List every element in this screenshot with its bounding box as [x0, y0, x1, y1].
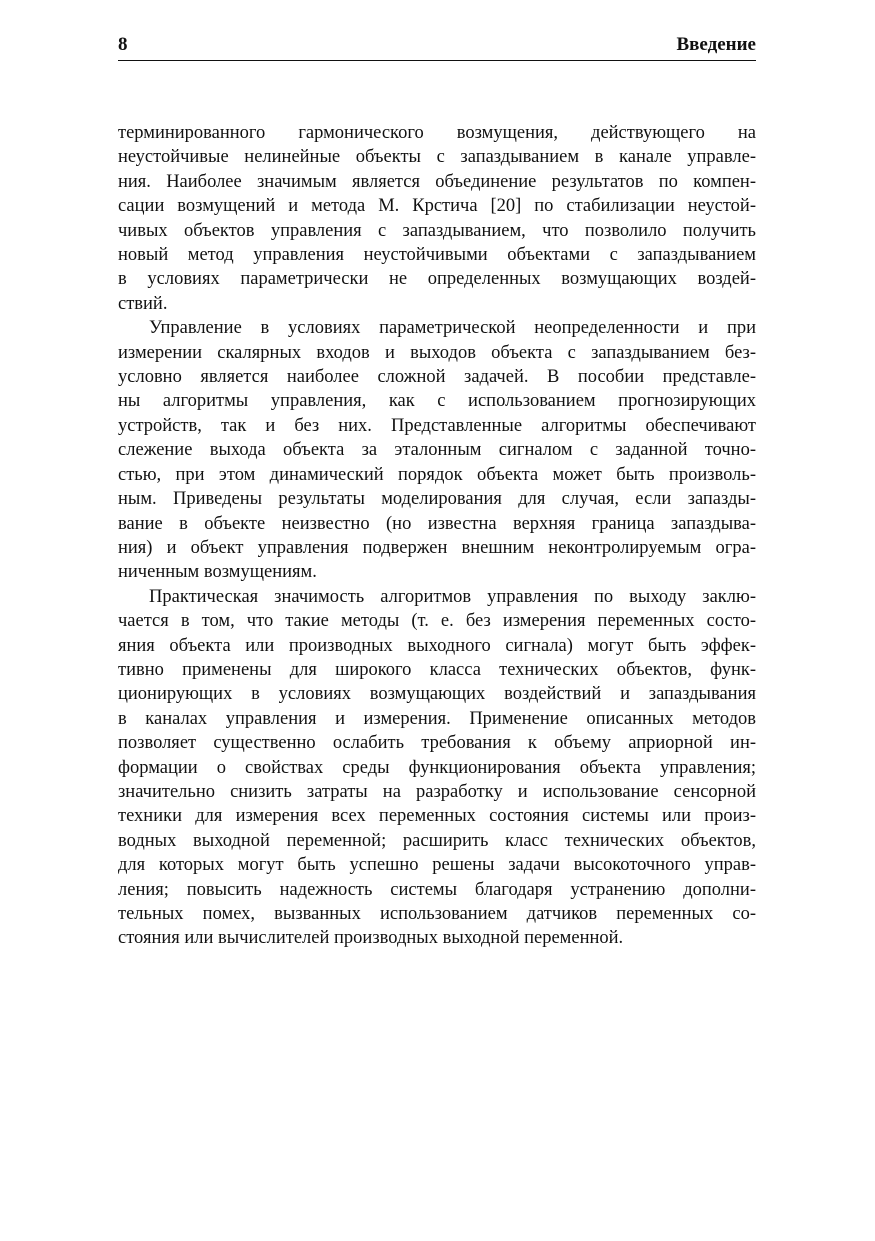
- paragraph: [118, 585, 756, 951]
- text-line: слежение выхода объекта за эталонным сигналом с заданной точно-: [118, 440, 756, 461]
- text-line: вание в объекте неизвестно (но известна верхняя граница запаздыва-: [118, 513, 756, 534]
- text-line: сации возмущений и метода М. Крстича [20] по стабилизации неустой-: [118, 196, 756, 217]
- text-line: стояния или вычислителей производных выходной переменной.: [118, 928, 624, 949]
- text-line: чается в том, что такие методы (т. е. без измерения переменных состо-: [118, 611, 756, 632]
- text-line: ления; повысить надежность системы благодаря устранению дополни-: [118, 879, 756, 900]
- text-line: неустойчивые нелинейные объекты с запаздыванием в канале управле-: [118, 147, 756, 168]
- text-line: стью, при этом динамический порядок объекта может быть произволь-: [118, 464, 756, 485]
- text-line: новый метод управления неустойчивыми объектами с запаздыванием: [118, 245, 756, 266]
- text-line: тельных помех, вызванных использованием датчиков переменных со-: [118, 904, 756, 924]
- text-line: техники для измерения всех переменных состояния системы или произ-: [118, 806, 756, 827]
- text-line: ционирующих в условиях возмущающих воздействий и запаздывания: [118, 684, 756, 705]
- paragraph: [118, 121, 756, 316]
- running-head: [118, 32, 756, 61]
- text-line: водных выходной переменной; расширить класс технических объектов,: [118, 830, 756, 851]
- text-line: ствий.: [118, 293, 168, 314]
- section-title: Введение: [676, 34, 756, 55]
- text-line: измерении скалярных входов и выходов объекта с запаздыванием без-: [118, 342, 756, 363]
- text-line: значительно снизить затраты на разработку и использование сенсорной: [118, 781, 756, 802]
- text-line: ниченным возмущениям.: [118, 562, 317, 583]
- text-line: Управление в условиях параметрической неопределенности и при: [149, 318, 756, 339]
- text-line: формации о свойствах среды функционирования объекта управления;: [118, 757, 756, 778]
- text-line: в условиях параметрически не определенных возмущающих воздей-: [118, 269, 756, 290]
- paragraph: [118, 316, 756, 584]
- text-line: устройств, так и без них. Представленные алгоритмы обеспечивают: [118, 415, 756, 436]
- text-line: Практическая значимость алгоритмов управления по выходу заклю-: [149, 586, 756, 607]
- body-text: [118, 121, 756, 951]
- text-line: яния объекта или производных выходного сигнала) могут быть эффек-: [118, 635, 756, 656]
- text-line: ния. Наиболее значимым является объединение результатов по компен-: [118, 171, 756, 192]
- text-line: в каналах управления и измерения. Применение описанных методов: [118, 708, 756, 729]
- text-line: тивно применены для широкого класса технических объектов, функ-: [118, 659, 756, 680]
- text-line: ния) и объект управления подвержен внешним неконтролируемым огра-: [118, 537, 756, 558]
- text-line: терминированного гармонического возмущения, действующего на: [118, 123, 756, 143]
- text-line: для которых могут быть успешно решены задачи высокоточного управ-: [118, 855, 756, 876]
- page-number: 8: [118, 34, 128, 55]
- text-line: позволяет существенно ослабить требования к объему априорной ин-: [118, 733, 756, 754]
- text-line: ны алгоритмы управления, как с использованием прогнозирующих: [118, 391, 756, 412]
- text-line: условно является наиболее сложной задачей. В пособии представле-: [118, 367, 756, 388]
- text-line: ным. Приведены результаты моделирования для случая, если запазды-: [118, 489, 756, 510]
- text-line: чивых объектов управления с запаздыванием, что позволило получить: [118, 220, 756, 241]
